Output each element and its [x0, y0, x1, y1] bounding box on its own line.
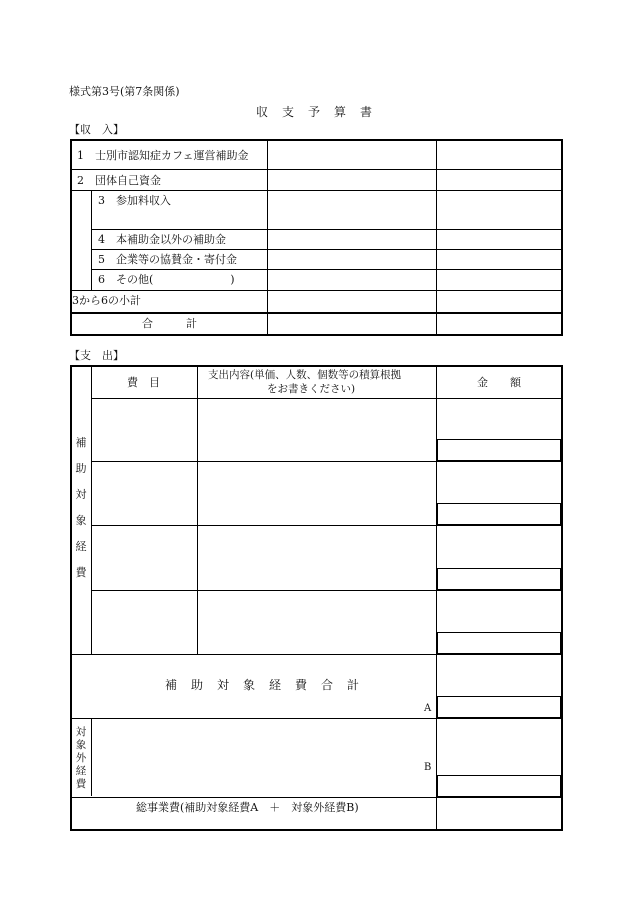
- mark-a: A: [424, 703, 432, 714]
- income-total-label: 合 計: [142, 317, 197, 330]
- col-content-header-line1: 支出内容(単価、人数、個数等の積算根拠: [208, 369, 402, 381]
- subsidized-total-label: 補 助 対 象 経 費 合 計: [165, 678, 361, 692]
- income-remarks-cell[interactable]: [437, 141, 561, 169]
- income-row-label: 1 士別市認知症カフェ運営補助金: [77, 149, 249, 162]
- subsidized-expenses-label: 補 助 対 象 経 費: [75, 436, 87, 579]
- grand-total-label: 総事業費(補助対象経費A ＋ 対象外経費B): [136, 801, 359, 814]
- mark-b: B: [424, 762, 432, 773]
- income-subtotal-label: 3から6の小計: [72, 294, 141, 307]
- form-number: 様式第3号(第7条関係): [69, 85, 180, 98]
- income-row-label: 6 その他( ): [98, 273, 235, 286]
- income-row-label: 5 企業等の協賛金・寄付金: [98, 253, 237, 266]
- income-row-label: 2 団体自己資金: [77, 174, 161, 187]
- col-content-header-line2: をお書きください): [267, 383, 356, 395]
- col-item-header: 費 目: [127, 376, 160, 389]
- expense-heading: 【支 出】: [69, 349, 124, 362]
- col-amount-header: 金 額: [477, 376, 521, 389]
- income-row-label: 3 参加料収入: [98, 194, 171, 207]
- income-row-label: 4 本補助金以外の補助金: [98, 233, 226, 246]
- income-heading: 【収 入】: [69, 123, 124, 136]
- income-amount-cell[interactable]: [268, 141, 436, 169]
- page-title: 収 支 予 算 書: [256, 105, 374, 119]
- non-subsidized-expenses-label: 対 象 外 経 費: [75, 726, 87, 790]
